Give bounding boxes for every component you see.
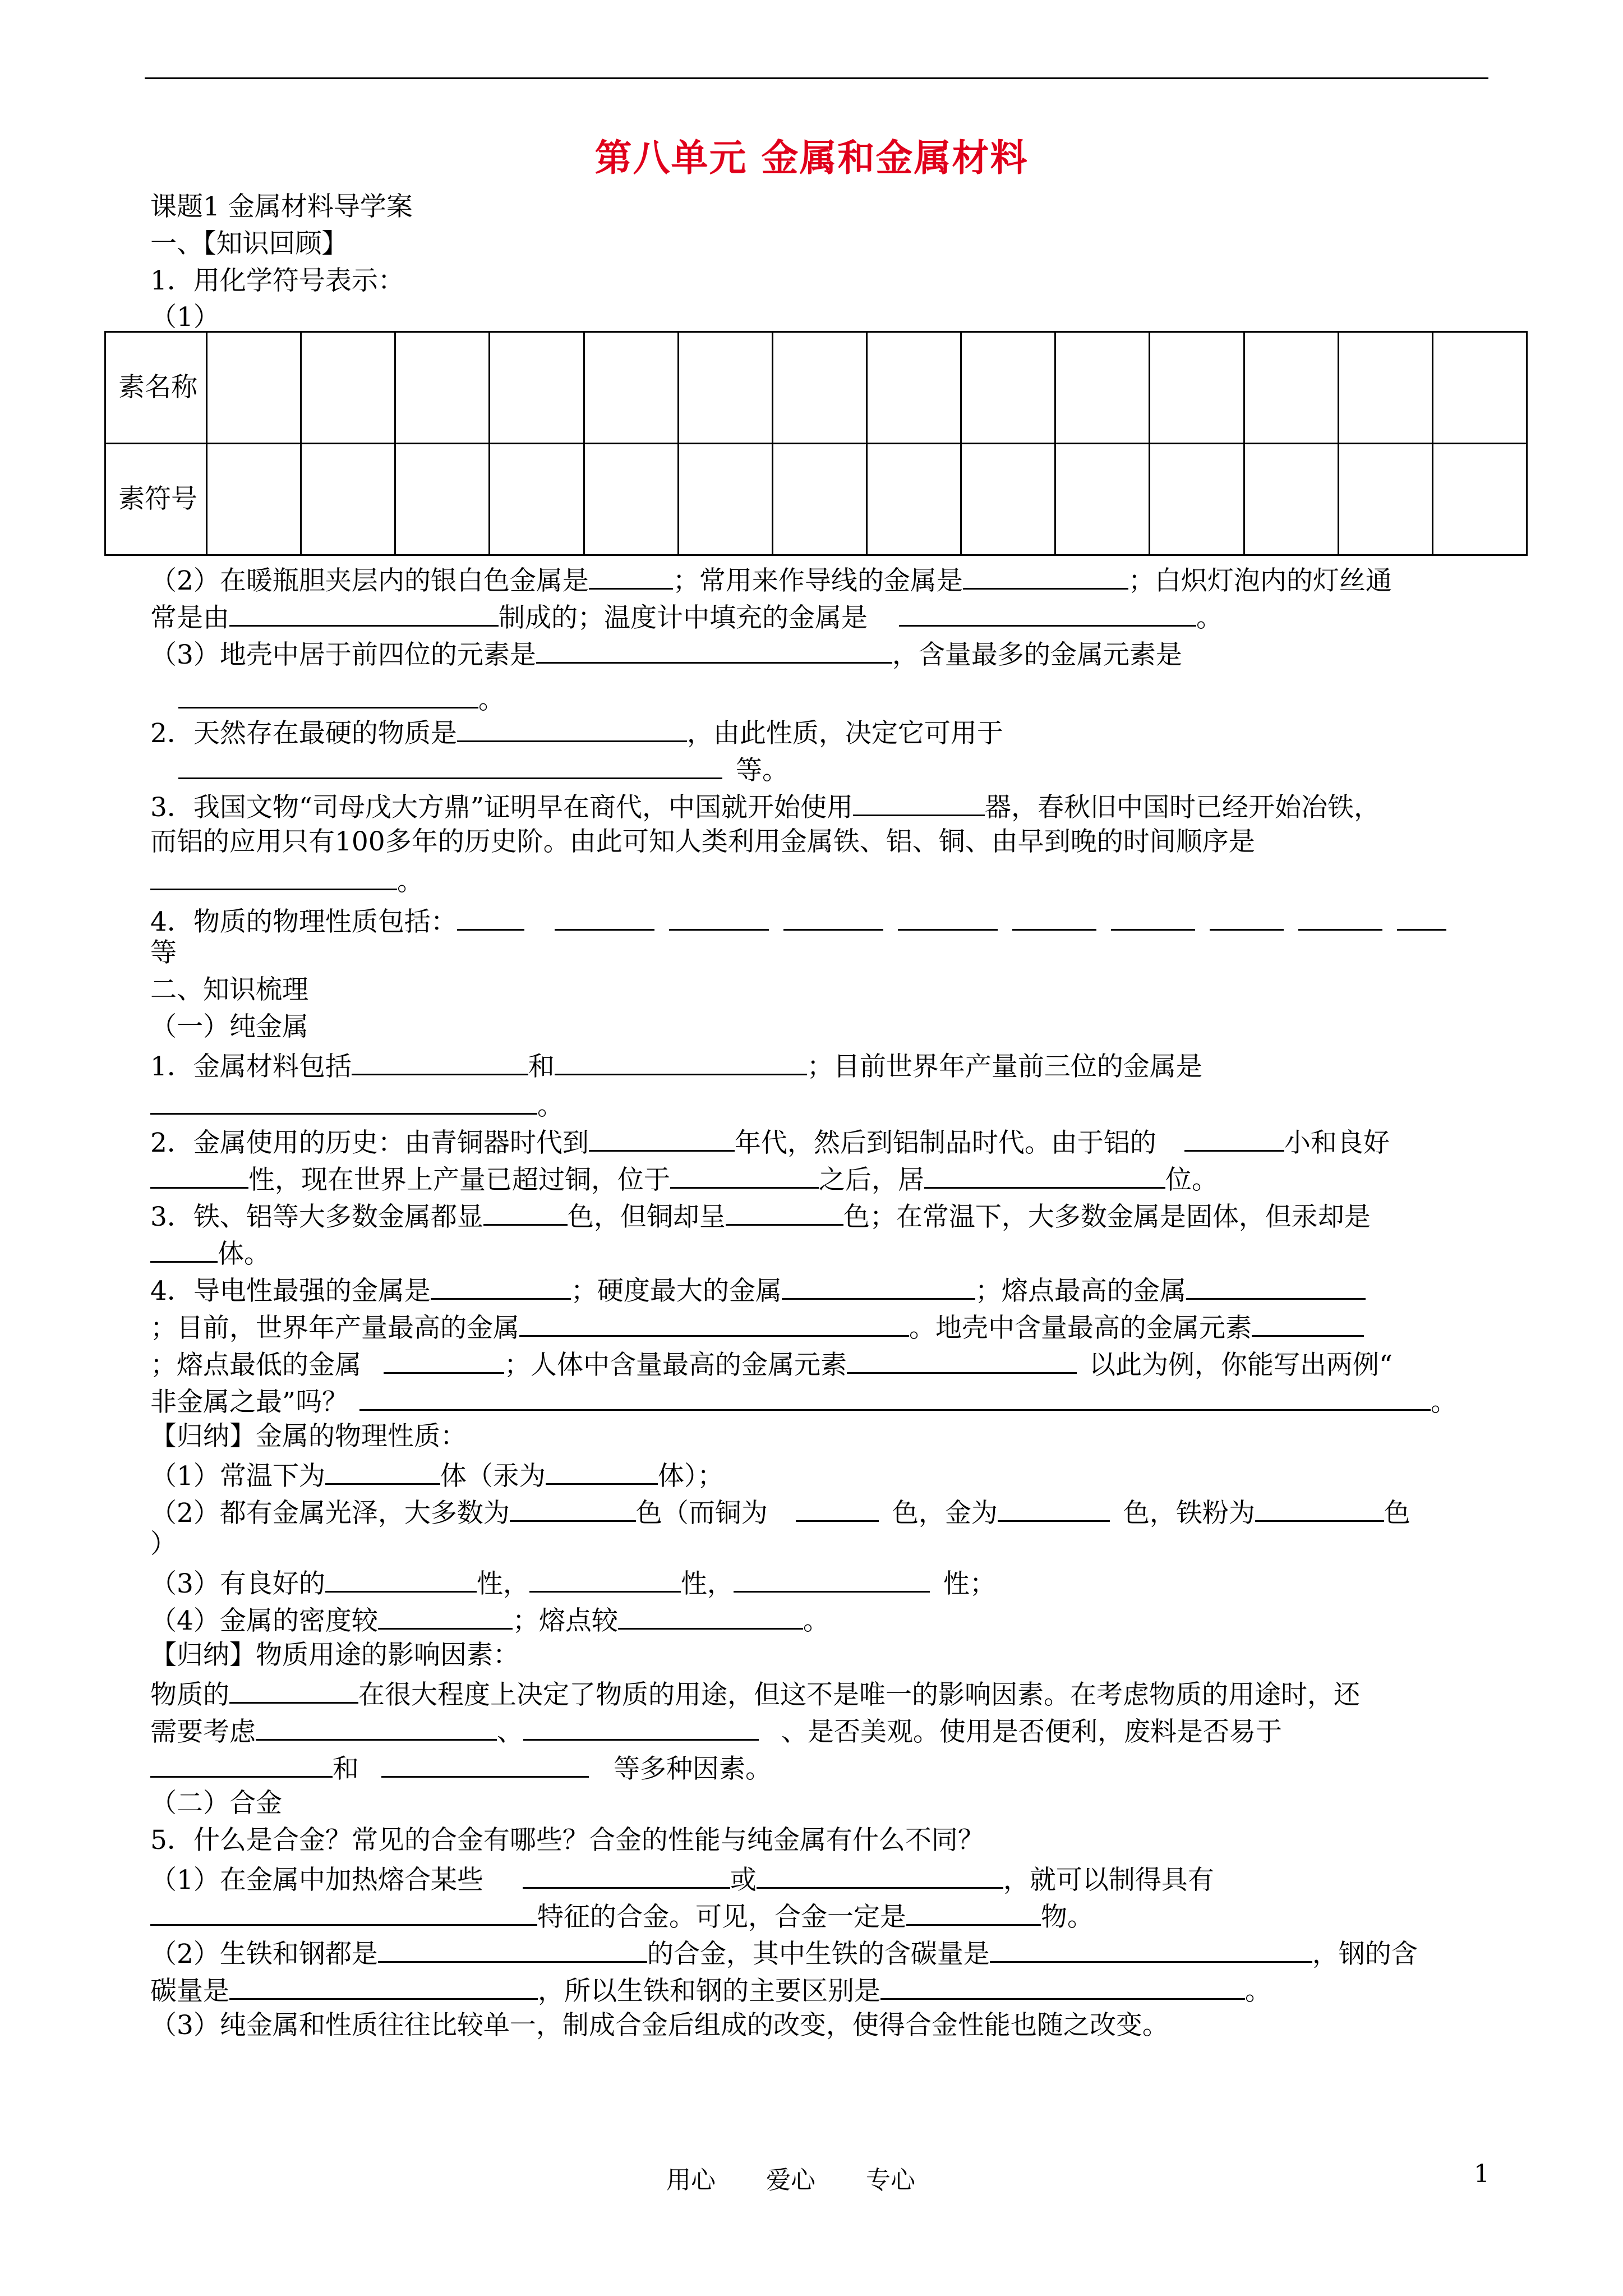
question-4-line-2: 等 (150, 937, 177, 968)
table-cell[interactable] (207, 444, 301, 555)
summary-1-item-1: （1）常温下为 体（汞为 体）； (150, 1456, 723, 1494)
knowledge-3-line-2: 体。 (150, 1234, 270, 1272)
blank[interactable] (229, 598, 499, 627)
knowledge-1-line-2: 。 (150, 1086, 564, 1124)
table-cell[interactable] (395, 444, 490, 555)
table-cell[interactable] (1244, 444, 1338, 555)
table-cell[interactable] (584, 444, 678, 555)
lesson-subtitle: 课题1 金属材料导学案 (150, 191, 413, 222)
table-cell[interactable] (584, 332, 678, 444)
blank[interactable] (1255, 1493, 1384, 1522)
knowledge-1-line-1: 1．金属材料包括 和 ；目前世界年产量前三位的金属是 (150, 1047, 1202, 1084)
question-1-3-line-1: （3）地壳中居于前四位的元素是 ，含量最多的金属元素是 (150, 635, 1182, 673)
knowledge-2-line-1: 2．金属使用的历史：由青铜器时代到 年代，然后到铝制品时代。由于铝的 小和良好 (150, 1123, 1390, 1161)
pure-metal-heading: （一）纯金属 (150, 1011, 308, 1042)
blank[interactable] (924, 1160, 1165, 1189)
table-cell[interactable] (301, 444, 395, 555)
element-name-row (105, 332, 1527, 444)
blank[interactable] (457, 714, 687, 742)
blank[interactable] (150, 1234, 218, 1263)
element-symbol-row (105, 444, 1527, 555)
element-name-label: 素名称 (105, 332, 207, 444)
blank[interactable] (796, 1493, 879, 1522)
table-cell[interactable] (490, 332, 584, 444)
question-5-1-line-1: （1）在金属中加热熔合某些 或 ，就可以制得具有 (150, 1860, 1214, 1898)
section-2-heading: 二、知识梳理 (150, 974, 308, 1005)
question-3-line-2: 而铝的应用只有100多年的历史阶。由此可知人类利用金属铁、铝、铜、由早到晚的时间顺序是 (150, 826, 1255, 857)
table-cell[interactable] (961, 332, 1055, 444)
blank[interactable] (523, 1712, 759, 1741)
page-number: 1 (1474, 2160, 1490, 2188)
summary-2-line-2: 需要考虑 、 、是否美观。使用是否便利，废料是否易于 (150, 1712, 1282, 1750)
blank[interactable] (523, 1860, 730, 1889)
blank[interactable] (880, 1971, 1245, 2000)
blank[interactable] (990, 1934, 1312, 1963)
table-cell[interactable] (772, 332, 866, 444)
blank[interactable] (150, 1086, 537, 1115)
blank[interactable] (1252, 1308, 1364, 1337)
blank[interactable] (384, 1345, 504, 1374)
blank[interactable] (1184, 1123, 1284, 1152)
section-1-heading: 一、【知识回顾】 (150, 228, 348, 259)
table-cell[interactable] (961, 444, 1055, 555)
blank[interactable] (555, 1047, 807, 1075)
table-cell[interactable] (207, 332, 301, 444)
question-1-2-line-1: （2）在暖瓶胆夹层内的银白色金属是 ；常用来作导线的金属是 ；白炽灯泡内的灯丝通 (150, 561, 1392, 599)
footer-motto-3: 专心 (866, 2166, 915, 2194)
blank[interactable] (783, 902, 883, 931)
table-cell[interactable] (678, 444, 772, 555)
footer-motto-2: 爱心 (766, 2166, 815, 2194)
question-1-sub-1: （1） (150, 302, 220, 333)
blank[interactable] (1397, 902, 1446, 931)
blank[interactable] (325, 1456, 440, 1485)
question-5-heading: 5．什么是合金？常见的合金有哪些？合金的性能与纯金属有什么不同？ (150, 1825, 984, 1856)
question-4-line-1: 4．物质的物理性质包括： (150, 902, 1446, 940)
table-cell[interactable] (301, 332, 395, 444)
knowledge-3-line-1: 3．铁、铝等大多数金属都显 色，但铜却呈 色；在常温下，大多数金属是固体，但汞却是 (150, 1197, 1371, 1235)
blank[interactable] (998, 1493, 1110, 1522)
blank[interactable] (963, 561, 1128, 590)
header-rule (145, 77, 1488, 79)
table-cell[interactable] (1244, 332, 1338, 444)
summary-2-line-1: 物质的 在很大程度上决定了物质的用途，但这不是唯一的影响因素。在考虑物质的用途时，还 (150, 1675, 1360, 1713)
blank[interactable] (1012, 902, 1096, 931)
question-1-heading: 1．用化学符号表示： (150, 265, 404, 296)
blank[interactable] (734, 1564, 930, 1593)
blank[interactable] (378, 1601, 513, 1630)
question-5-2-line-2: 碳量是 ，所以生铁和钢的主要区别是 。 (150, 1971, 1271, 2009)
blank[interactable] (853, 788, 985, 816)
table-cell[interactable] (866, 332, 961, 444)
table-cell[interactable] (1055, 332, 1150, 444)
blank[interactable] (1298, 902, 1382, 931)
summary-1-item-2-end: ） (150, 1529, 177, 1559)
blank[interactable] (150, 862, 397, 890)
blank[interactable] (325, 1564, 477, 1593)
element-table (104, 331, 1528, 556)
question-5-3: （3）纯金属和性质往往比较单一，制成合金后组成的改变，使得合金性能也随之改变。 (150, 2010, 1169, 2041)
blank[interactable] (229, 1675, 358, 1704)
blank[interactable] (669, 902, 769, 931)
knowledge-4-line-4: 非金属之最”吗？ 。 (150, 1382, 1457, 1420)
question-3-line-3: 。 (150, 862, 423, 899)
knowledge-4-line-2: ；目前，世界年产量最高的金属 。地壳中含量最高的金属元素 (150, 1308, 1364, 1346)
unit-title: 第八单元 金属和金属材料 (594, 136, 1029, 180)
blank[interactable] (178, 751, 722, 779)
summary-1-heading: 【归纳】金属的物理性质： (150, 1421, 467, 1452)
footer-motto-1: 用心 (666, 2166, 716, 2194)
summary-2-line-3: 和 等多种因素。 (150, 1749, 772, 1787)
table-cell[interactable] (866, 444, 961, 555)
blank[interactable] (546, 1456, 658, 1485)
knowledge-4-line-1: 4．导电性最强的金属是 ；硬度最大的金属 ；熔点最高的金属 (150, 1271, 1366, 1309)
knowledge-4-line-3: ；熔点最低的金属 ；人体中含量最高的金属元素 以此为例，你能写出两例“ (150, 1345, 1393, 1383)
blank[interactable] (431, 1271, 571, 1300)
blank[interactable] (529, 1564, 681, 1593)
alloy-heading: （二）合金 (150, 1788, 282, 1819)
table-cell[interactable] (678, 332, 772, 444)
blank[interactable] (378, 1934, 647, 1963)
table-cell[interactable] (1338, 332, 1432, 444)
element-symbol-label: 素符号 (105, 444, 207, 555)
table-cell[interactable] (395, 332, 490, 444)
blank[interactable] (847, 1345, 1077, 1374)
table-cell[interactable] (772, 444, 866, 555)
summary-1-item-3: （3）有良好的 性， 性， 性； (150, 1564, 996, 1602)
blank[interactable] (782, 1271, 975, 1300)
blank[interactable] (381, 1749, 589, 1778)
blank[interactable] (906, 1897, 1041, 1926)
blank[interactable] (229, 1971, 538, 2000)
summary-1-item-2: （2）都有金属光泽，大多数为 色（而铜为 色，金为 色，铁粉为 色 (150, 1493, 1410, 1531)
blank[interactable] (519, 1308, 909, 1337)
question-1-3-line-2: 。 (150, 680, 505, 717)
table-cell[interactable] (490, 444, 584, 555)
blank[interactable] (618, 1601, 803, 1630)
summary-1-item-4: （4）金属的密度较 ；熔点较 。 (150, 1601, 829, 1639)
blank[interactable] (589, 561, 673, 590)
table-cell[interactable] (1432, 444, 1527, 555)
blank[interactable] (898, 902, 998, 931)
table-cell[interactable] (1055, 444, 1150, 555)
blank[interactable] (1210, 902, 1284, 931)
table-cell[interactable] (1338, 444, 1432, 555)
blank[interactable] (150, 1160, 248, 1189)
blank[interactable] (1186, 1271, 1366, 1300)
summary-2-heading: 【归纳】物质用途的影响因素： (150, 1640, 519, 1671)
blank[interactable] (670, 1160, 819, 1189)
blank[interactable] (150, 1749, 333, 1778)
blank[interactable] (256, 1712, 497, 1741)
question-2-line-1: 2．天然存在最硬的物质是 ，由此性质，决定它可用于 (150, 714, 1003, 751)
blank[interactable] (899, 598, 1196, 627)
question-5-2-line-1: （2）生铁和钢都是 的合金，其中生铁的含碳量是 ，钢的含 (150, 1934, 1418, 1972)
question-3-line-1: 3．我国文物“司母戊大方鼎”证明早在商代，中国就开始使用 器，春秋旧中国时已经开始冶铁， (150, 788, 1380, 825)
table-cell[interactable] (1150, 332, 1244, 444)
blank[interactable] (510, 1493, 636, 1522)
question-1-2-line-2: 常是由 制成的；温度计中填充的金属是 。 (150, 598, 1223, 636)
blank[interactable] (1111, 902, 1195, 931)
blank[interactable] (352, 1047, 528, 1075)
knowledge-2-line-2: 性，现在世界上产量已超过铜，位于 之后，居 位。 (150, 1160, 1218, 1198)
blank[interactable] (150, 1897, 537, 1926)
blank[interactable] (757, 1860, 1003, 1889)
question-5-1-line-2: 特征的合金。可见，合金一定是 物。 (150, 1897, 1094, 1935)
blank[interactable] (457, 902, 524, 931)
blank[interactable] (555, 902, 654, 931)
question-2-line-2: 等。 (150, 751, 789, 788)
blank[interactable] (589, 1123, 735, 1152)
blank[interactable] (483, 1197, 568, 1226)
table-cell[interactable] (1432, 332, 1527, 444)
blank[interactable] (178, 680, 478, 708)
table-cell[interactable] (1150, 444, 1244, 555)
blank[interactable] (359, 1382, 1431, 1411)
blank[interactable] (726, 1197, 843, 1226)
blank[interactable] (536, 635, 892, 664)
